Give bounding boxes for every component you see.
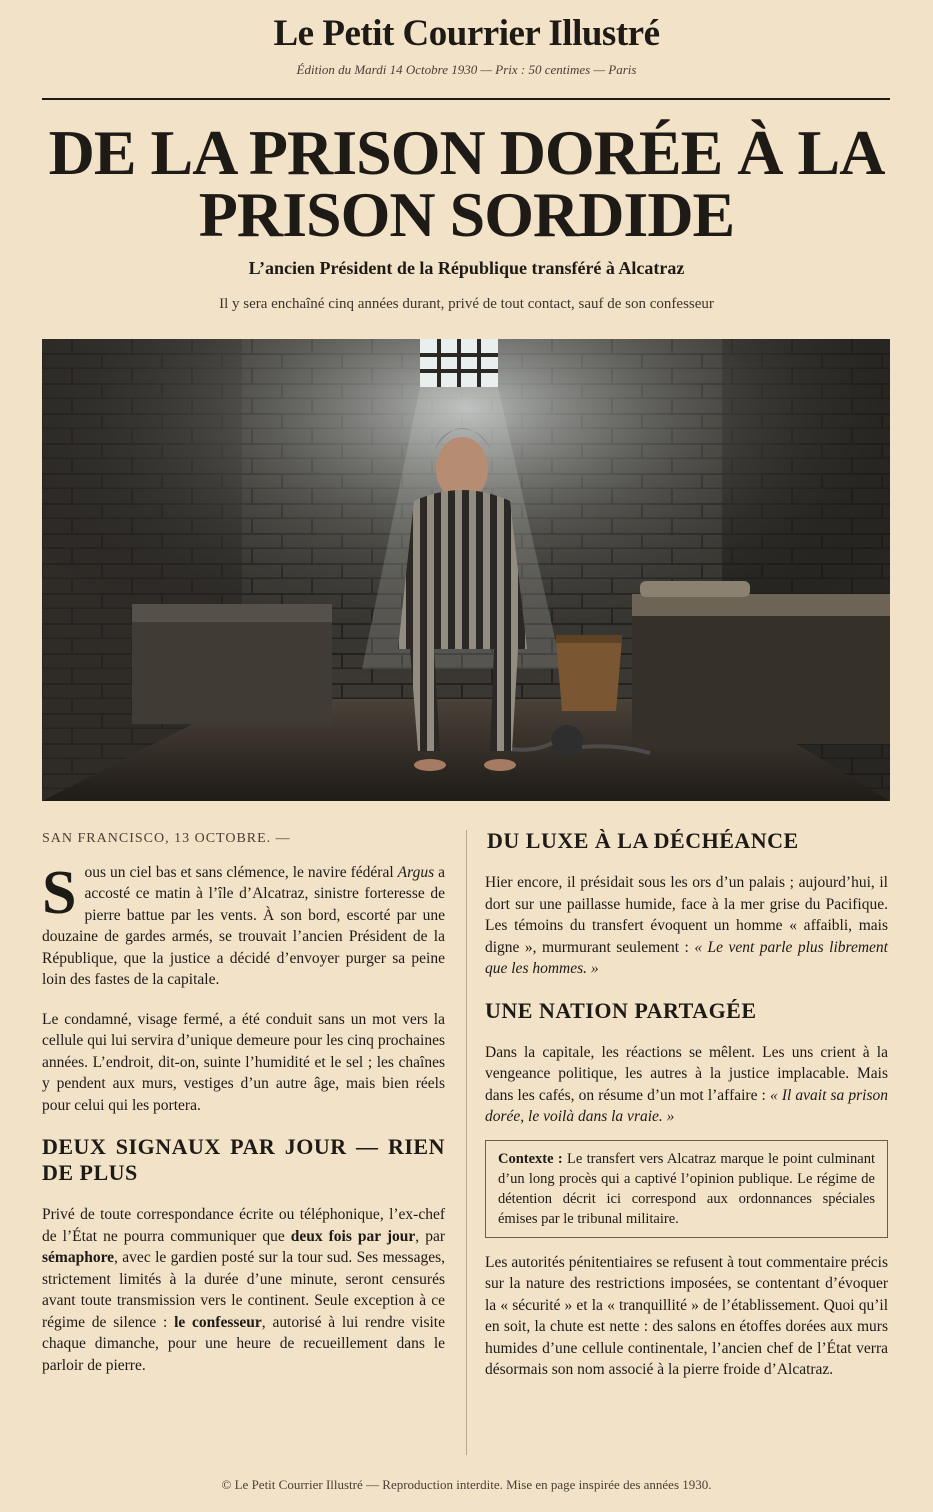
newspaper-title: Le Petit Courrier Illustré: [273, 13, 660, 54]
p3-bold-1: deux fois par jour: [290, 1227, 416, 1245]
masthead: [0, 0, 933, 78]
section-heading-signals: DEUX SIGNAUX PAR JOUR — RIEN DE PLUS: [42, 1134, 445, 1185]
right-paragraph-3: Les autorités pénitentiaires se refusent à tout commentaire précis sur la nature des restrictions imposées, se contentant d’évoquer la « sécurité » et la « tranquillité » de l’établissement. Quoi qu’il en soit, la chute est nette : des salons en étoffes dorées aux murs humides d’une cellule continentale, l’ancien chef de l’État verra désormais son nom associé à la pierre froide d’Alcatraz.: [485, 1253, 888, 1378]
context-text: Le transfert vers Alcatraz marque le point culminant d’un long procès qui a captivé l’opinion publique. Le régime de détention décrit ici correspond aux ordonnances spéciales émises par le tribunal militaire.: [498, 1150, 875, 1227]
right-paragraph-2: [485, 1042, 888, 1128]
drop-cap: S: [42, 858, 77, 927]
section-heading-decheance: DU LUXE À LA DÉCHÉANCE: [487, 828, 799, 853]
dateline: SAN FRANCISCO, 13 OCTOBRE. —: [42, 831, 291, 846]
headline-deck: Il y sera enchaîné cinq années durant, privé de tout contact, sauf de son confesseur: [219, 296, 714, 312]
right-column: [485, 828, 888, 1399]
headline: DE LA PRISON DORÉE À LA PRISON SORDIDE: [48, 117, 885, 250]
lead-text-a: ous un ciel bas et sans clémence, le navire fédéral: [84, 863, 398, 881]
lead-text-b: a accosté ce matin à l’île d’Alcatraz, sinistre forteresse de pierre battue par les vents. À son bord, escorté par une douzaine de gardes armés, se trouvait l’ancien Président de la République, que la justice a décidé d’envoyer purger sa peine loin des fastes de la capitale.: [42, 863, 445, 988]
paragraph-3: [42, 1204, 445, 1376]
p3-bold-2: sémaphore: [42, 1249, 115, 1266]
cell-window: [420, 339, 498, 387]
p3-text-a: Privé de toute correspondance écrite ou téléphonique, l’ex-chef de l’État ne pourra communiquer que: [42, 1206, 445, 1245]
masthead-rule: [42, 98, 890, 100]
lead-paragraph: [42, 858, 445, 991]
r2-text: Dans la capitale, les réactions se mêlent. Les uns crient à la vengeance politique, les autres à la justice implacable. Mais dans les cafés, on résume d’un mot l’affaire :: [485, 1043, 888, 1104]
p3-text-c: , par: [415, 1227, 445, 1245]
right-paragraph-1: [485, 872, 888, 980]
stone-bench: [132, 604, 332, 724]
p3-text-e: , autorisé à lui rendre visite chaque dimanche, pour une heure de recueillement dans le parloir de pierre.: [42, 1313, 445, 1374]
left-column: [42, 828, 445, 1394]
wooden-bucket: [556, 635, 622, 711]
prison-cell-photo: [42, 339, 890, 801]
headline-subtitle: L’ancien Président de la République transféré à Alcatraz: [248, 258, 685, 278]
context-box: [485, 1140, 888, 1238]
r2-quote: « Il avait sa prison dorée, le voilà dans la vraie. »: [485, 1086, 888, 1125]
r1-text: Hier encore, il présidait sous les ors d’un palais ; aujourd’hui, il dort sur une paillasse humide, face à la mer grise du Pacifique. Les témoins du transfert évoquent un homme « affaibli, mais digne », murmurant seulement :: [485, 874, 888, 956]
edition-line: Édition du Mardi 14 Octobre 1930 — Prix : 50 centimes — Paris: [296, 62, 637, 77]
bed: [632, 581, 890, 744]
column-divider: [466, 830, 467, 1455]
context-label: Contexte :: [498, 1150, 563, 1167]
p3-bold-3: le confesseur: [174, 1313, 262, 1331]
footer-copyright: © Le Petit Courrier Illustré — Reproduction interdite. Mise en page inspirée des années 1930.: [221, 1477, 712, 1492]
ship-name: Argus: [397, 863, 435, 881]
r1-quote: « Le vent parle plus librement que les hommes. »: [485, 938, 888, 977]
section-heading-nation: UNE NATION PARTAGÉE: [485, 997, 757, 1023]
paragraph-2: Le condamné, visage fermé, a été conduit sans un mot vers la cellule qui lui servira d’unique demeure pour les cinq prochaines années. L’endroit, dit-on, suinte l’humidité et le sel ; les chaînes y pendent aux murs, vestiges d’un autre âge, mais bien réels pour celui qui les portera.: [42, 1010, 445, 1114]
p3-text-d: , avec le gardien posté sur la tour sud. Ses messages, strictement limités à la durée d’une minute, seront censurés avant toute transmission vers le continent. Seule exception à ce régime de silence :: [42, 1249, 445, 1331]
